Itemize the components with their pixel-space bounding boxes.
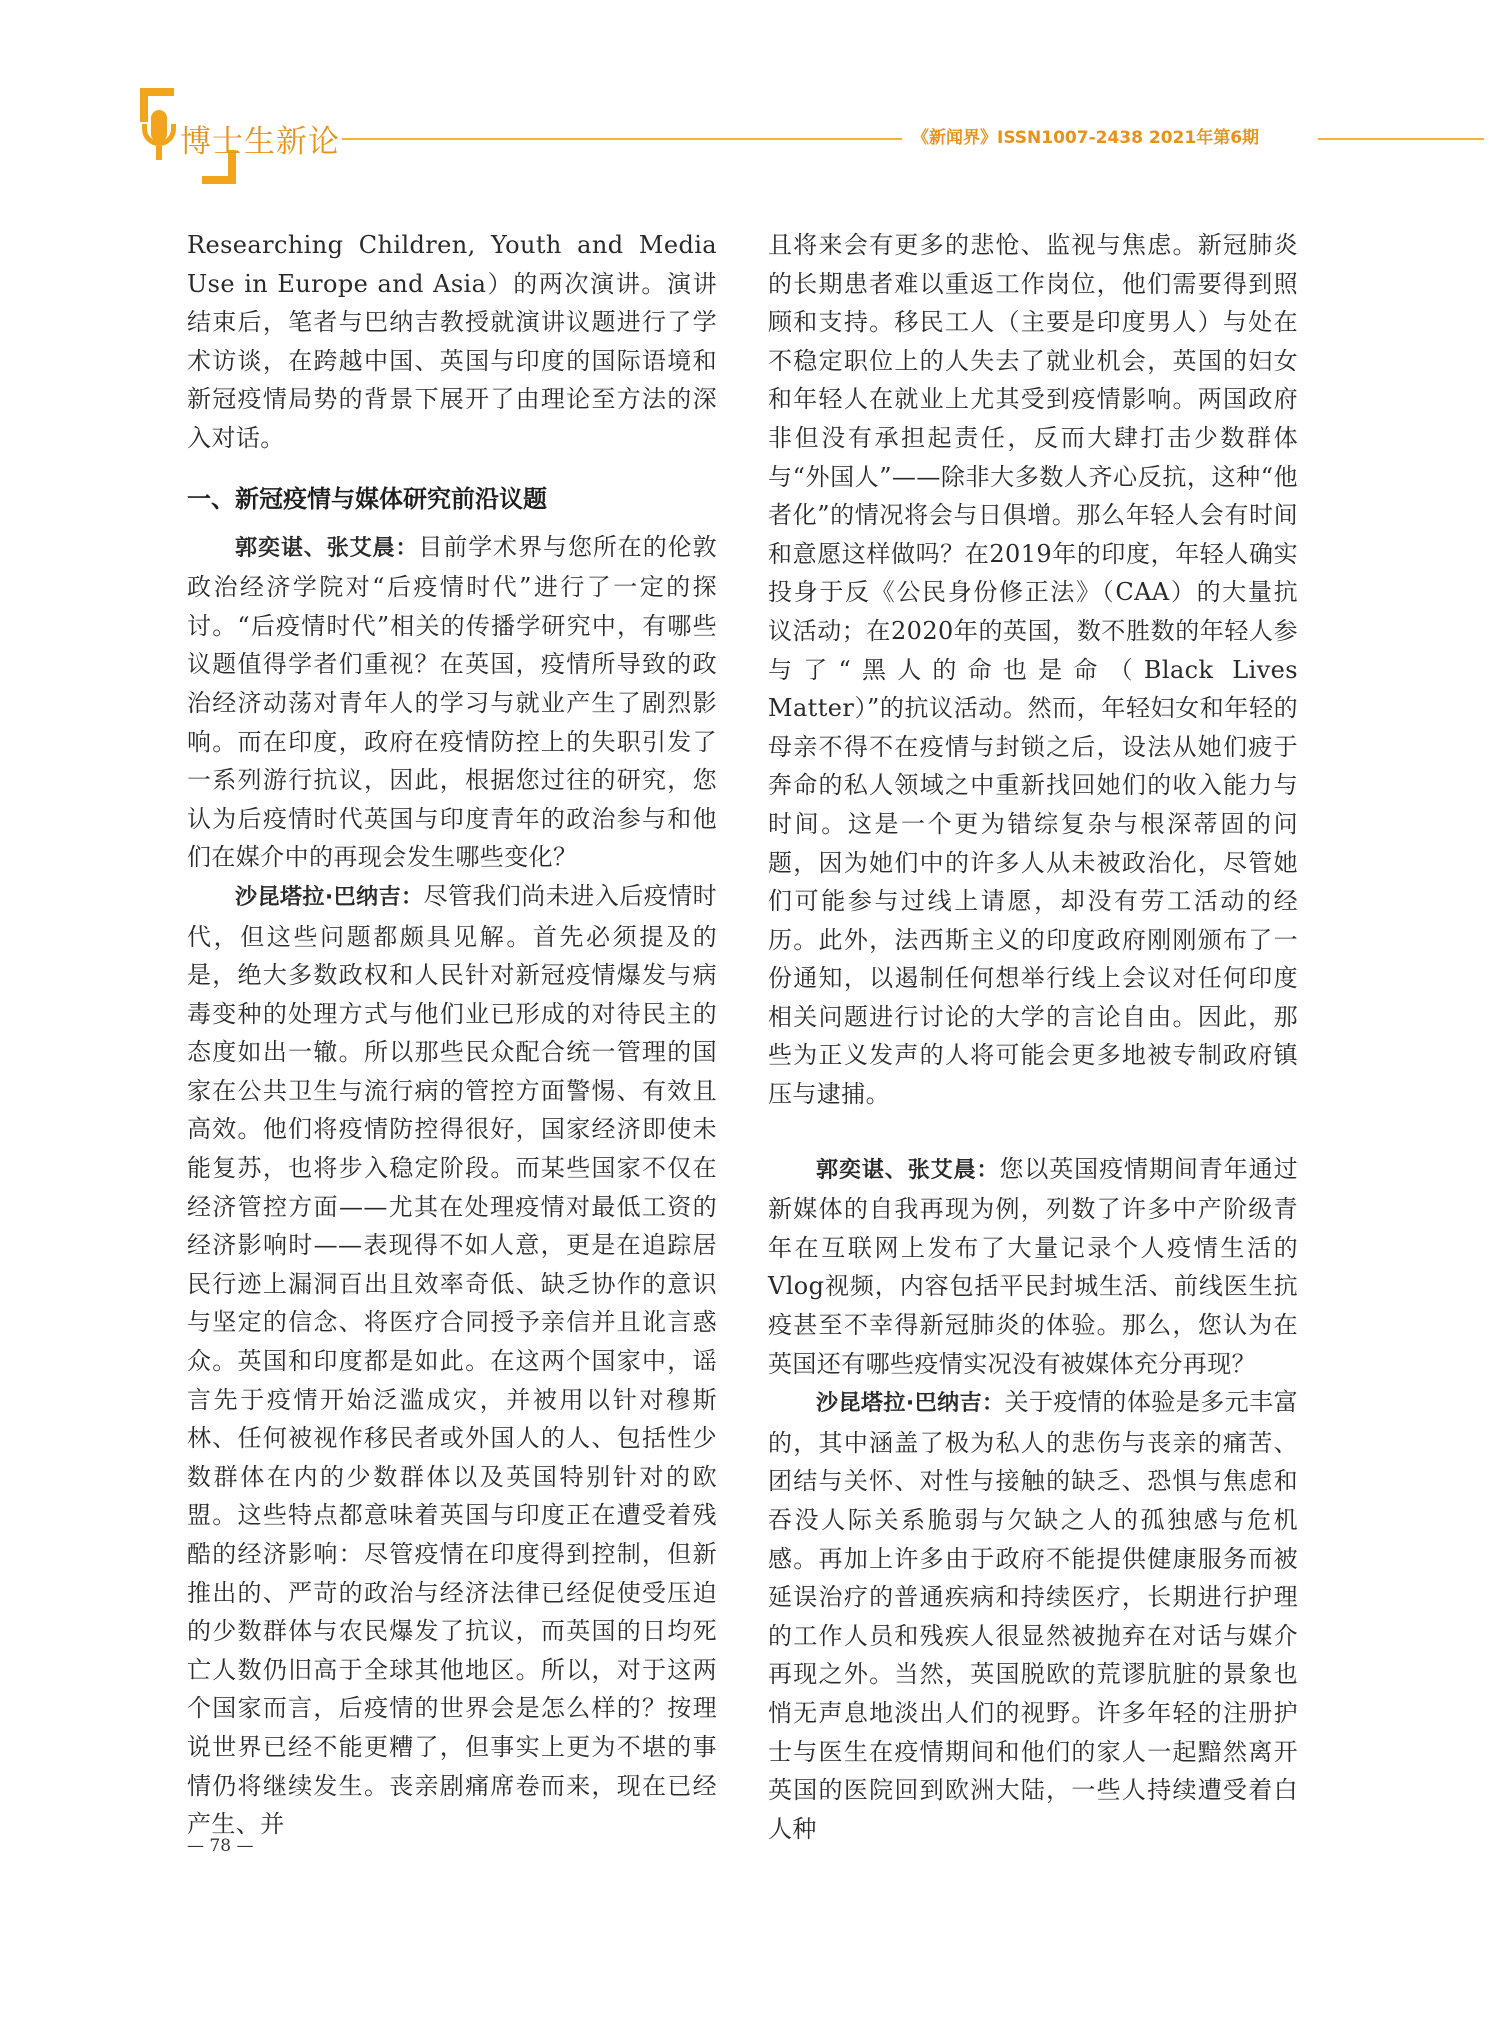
- answer-1-speaker: 沙昆塔拉·巴纳吉：: [235, 884, 424, 910]
- microphone-stand-icon: [142, 124, 176, 146]
- answer-1-continuation: 且将来会有更多的悲怆、监视与焦虑。新冠肺炎的长期患者难以重返工作岗位，他们需要得到照顾和支持。移民工人（主要是印度男人）与处在不稳定职位上的人失去了就业机会，英国的妇女和年轻人在就业上尤其受到疫情影响。两国政府非但没有承担起责任，反而大肆打击少数群体与“外国人”——除非大多数人齐心反抗，这种“他者化”的情况将会与日俱增。那么年轻人会有时间和意愿这样做吗？在2019年的印度，年轻人确实投身于反《公民身份修正法》（CAA）的大量抗议活动；在2020年的英国，数不胜数的年轻人参与了“黑人的命也是命（Black Lives Matter）”的抗议活动。然而，年轻妇女和年轻的母亲不得不在疫情与封锁之后，设法从她们疲于奔命的私人领域之中重新找回她们的收入能力与时间。这是一个更为错综复杂与根深蒂固的问题，因为她们中的许多人从未被政治化，尽管她们可能参与过线上请愿，却没有劳工活动的经历。此外，法西斯主义的印度政府刚刚颁布了一份通知，以遏制任何想举行线上会议对任何印度相关问题进行讨论的大学的言论自由。因此，那些为正义发声的人将可能会更多地被专制政府镇压与逮捕。: [768, 231, 1298, 1109]
- question-1-speaker: 郭奕谌、张艾晨：: [235, 535, 419, 561]
- header-rule-right: [1318, 138, 1484, 140]
- question-2-speaker: 郭奕谌、张艾晨：: [816, 1157, 1000, 1183]
- left-column: [187, 226, 717, 1844]
- header-rule-left: [342, 138, 902, 140]
- page-header: [0, 0, 1500, 200]
- intro-continuation: Researching Children, Youth and Media Use in Europe and Asia）的两次演讲。演讲结束后，笔者与巴纳吉教授就演讲议题进行了学术访谈，在跨越中国、英国与印度的国际语境和新冠疫情局势的背景下展开了由理论至方法的深入对话。: [187, 231, 717, 452]
- right-column: [768, 226, 1298, 1848]
- answer-2: [768, 1383, 1298, 1848]
- section-heading: 一、新冠疫情与媒体研究前沿议题: [187, 484, 547, 513]
- question-1: [187, 528, 717, 877]
- answer-2-speaker: 沙昆塔拉·巴纳吉：: [816, 1391, 1005, 1417]
- microphone-stem-icon: [156, 146, 162, 160]
- answer-2-text: 关于疫情的体验是多元丰富的，其中涵盖了极为私人的悲伤与丧亲的痛苦、团结与关怀、对性与接触的缺乏、恐惧与焦虑和吞没人际关系脆弱与欠缺之人的孤独感与危机感。再加上许多由于政府不能提供健康服务而被延误治疗的普通疾病和持续医疗，长期进行护理的工作人员和残疾人很显然被抛弃在对话与媒介再现之外。当然，英国脱欧的荒谬肮脏的景象也悄无声息地淡出人们的视野。许多年轻的注册护士与医生在疫情期间和他们的家人一起黯然离开英国的医院回到欧洲大陆，一些人持续遭受着白人种: [768, 1388, 1298, 1843]
- journal-info: 《新闻界》ISSN1007-2438 2021年第6期: [912, 128, 1260, 148]
- page-number: — 78 —: [187, 1836, 254, 1856]
- column-name: 博士生新论: [180, 124, 340, 160]
- answer-1-text: 尽管我们尚未进入后疫情时代，但这些问题都颇具见解。首先必须提及的是，绝大多数政权和人民针对新冠疫情爆发与病毒变种的处理方式与他们业已形成的对待民主的态度如出一辙。所以那些民众配合统一管理的国家在公共卫生与流行病的管控方面警惕、有效且高效。他们将疫情防控得很好，国家经济即使未能复苏，也将步入稳定阶段。而某些国家不仅在经济管控方面——尤其在处理疫情对最低工资的经济影响时——表现得不如人意，更是在追踪居民行迹上漏洞百出且效率奇低、缺乏协作的意识与坚定的信念、将医疗合同授予亲信并且讹言惑众。英国和印度都是如此。在这两个国家中，谣言先于疫情开始泛滥成灾，并被用以针对穆斯林、任何被视作移民者或外国人的人、包括性少数群体在内的少数群体以及英国特别针对的欧盟。这些特点都意味着英国与印度正在遭受着残酷的经济影响：尽管疫情在印度得到控制，但新推出的、严苛的政治与经济法律已经促使受压迫的少数群体与农民爆发了抗议，而英国的日均死亡人数仍旧高于全球其他地区。所以，对于这两个国家而言，后疫情的世界会是怎么样的？按理说世界已经不能更糟了，但事实上更为不堪的事情仍将继续发生。丧亲剧痛席卷而来，现在已经产生、并: [187, 881, 717, 1839]
- question-2-text: 您以英国疫情期间青年通过新媒体的自我再现为例，列数了许多中产阶级青年在互联网上发布了大量记录个人疫情生活的Vlog视频，内容包括平民封城生活、前线医生抗疫甚至不幸得新冠肺炎的体验。那么，您认为在英国还有哪些疫情实况没有被媒体充分再现？: [768, 1154, 1298, 1378]
- paragraph-gap: [768, 1114, 1298, 1150]
- question-1-text: 目前学术界与您所在的伦敦政治经济学院对“后疫情时代”进行了一定的探讨。“后疫情时代”相关的传播学研究中，有哪些议题值得学者们重视？在英国，疫情所导致的政治经济动荡对青年人的学习与就业产生了剧烈影响。而在印度，政府在疫情防控上的失职引发了一系列游行抗议，因此，根据您过往的研究，您认为后疫情时代英国与印度青年的政治参与和他们在媒介中的再现会发生哪些变化？: [187, 532, 717, 872]
- answer-1: [187, 877, 717, 1844]
- question-2: [768, 1150, 1298, 1384]
